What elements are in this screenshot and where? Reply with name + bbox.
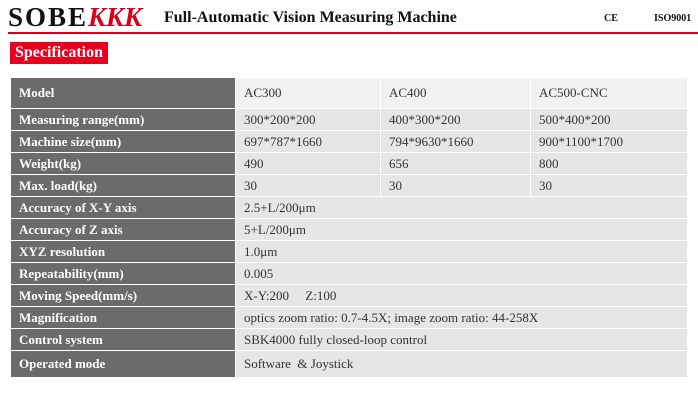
iso-mark: ISO9001 <box>654 13 692 24</box>
spec-table <box>10 77 688 378</box>
value-cell: 300*200*200 <box>236 109 381 131</box>
table-row <box>11 307 688 329</box>
value-cell: 30 <box>236 175 381 197</box>
row-label: Moving Speed(mm/s) <box>11 285 236 307</box>
value-cell: 30 <box>531 175 688 197</box>
table-row <box>11 131 688 153</box>
value-cell: X-Y:200 Z:100 <box>236 285 688 307</box>
value-cell: 697*787*1660 <box>236 131 381 153</box>
row-label: Weight(kg) <box>11 153 236 175</box>
row-label: Max. load(kg) <box>11 175 236 197</box>
value-cell: Software & Joystick <box>236 351 688 378</box>
row-label: Repeatability(mm) <box>11 263 236 285</box>
value-cell: 1.0μm <box>236 241 688 263</box>
row-label: Control system <box>11 329 236 351</box>
value-cell: 400*300*200 <box>381 109 531 131</box>
page-header <box>0 0 698 32</box>
value-cell: 794*9630*1660 <box>381 131 531 153</box>
value-cell: 500*400*200 <box>531 109 688 131</box>
logo-text: SOBE <box>8 2 89 32</box>
logo-accent: KKK <box>88 2 143 32</box>
header-divider <box>8 32 698 34</box>
row-label: Measuring range(mm) <box>11 109 236 131</box>
value-cell: 900*1100*1700 <box>531 131 688 153</box>
table-row <box>11 285 688 307</box>
value-cell: optics zoom ratio: 0.7-4.5X; image zoom ratio: 44-258X <box>236 307 688 329</box>
model-cell: AC500-CNC <box>531 78 688 109</box>
table-row <box>11 263 688 285</box>
table-row <box>11 197 688 219</box>
row-label: XYZ resolution <box>11 241 236 263</box>
table-row <box>11 219 688 241</box>
section-title: Specification <box>10 42 108 64</box>
row-label: Accuracy of X-Y axis <box>11 197 236 219</box>
value-cell: SBK4000 fully closed-loop control <box>236 329 688 351</box>
table-row <box>11 109 688 131</box>
value-cell: 0.005 <box>236 263 688 285</box>
value-cell: 5+L/200μm <box>236 219 688 241</box>
value-cell: 490 <box>236 153 381 175</box>
model-cell: AC300 <box>236 78 381 109</box>
value-cell: 656 <box>381 153 531 175</box>
table-row <box>11 175 688 197</box>
value-cell: 2.5+L/200μm <box>236 197 688 219</box>
value-cell: 800 <box>531 153 688 175</box>
row-label: Magnification <box>11 307 236 329</box>
ce-mark: CE <box>604 13 618 24</box>
brand-logo <box>8 2 142 33</box>
table-row <box>11 351 688 378</box>
row-label: Machine size(mm) <box>11 131 236 153</box>
table-header-row <box>11 78 688 109</box>
header-label: Model <box>11 78 236 109</box>
row-label: Accuracy of Z axis <box>11 219 236 241</box>
document-title: Full-Automatic Vision Measuring Machine <box>164 9 457 26</box>
table-row <box>11 153 688 175</box>
value-cell: 30 <box>381 175 531 197</box>
row-label: Operated mode <box>11 351 236 378</box>
model-cell: AC400 <box>381 78 531 109</box>
table-row <box>11 241 688 263</box>
table-row <box>11 329 688 351</box>
